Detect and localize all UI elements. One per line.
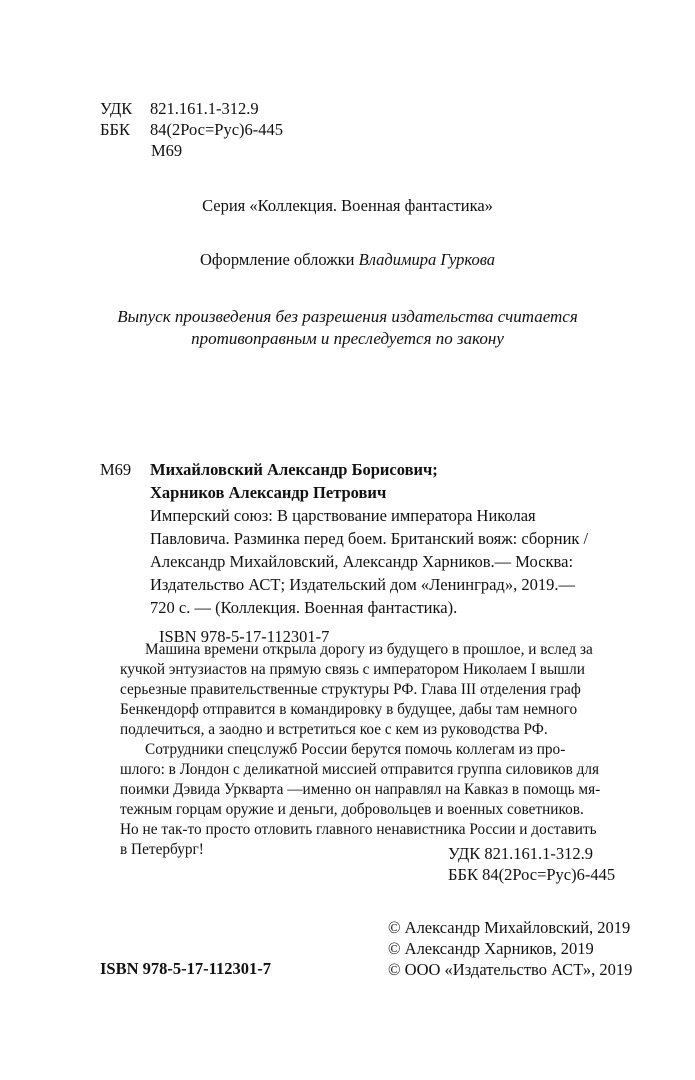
bbk-line — [100, 119, 283, 140]
description-line: Издательство АСТ; Издательский дом «Ленинград», 2019.— — [150, 575, 575, 594]
bottom-classification-codes — [448, 843, 615, 885]
copyright-line: © Александр Михайловский, 2019 — [388, 918, 631, 937]
annotation-line: Бенкендорф отправится в командировку в будущее, дабы там немного — [120, 701, 578, 718]
cover-design-line — [0, 250, 695, 270]
warning-line: противоправным и преследуется по закону — [191, 329, 504, 348]
cover-designer-name: Владимира Гуркова — [358, 250, 496, 269]
bbk-value: 84(2Рос=Рус)6-445 — [150, 120, 284, 139]
annotation-line: кучкой энтузиастов на прямую связь с императором Николаем I вышли — [120, 661, 585, 678]
udk-value: 821.161.1-312.9 — [150, 99, 259, 118]
author-mark: М69 — [151, 141, 183, 160]
description-line: Павловича. Разминка перед боем. Британский вояж: сборник / — [150, 529, 589, 548]
catalog-record — [100, 458, 622, 648]
description-line: Александр Михайловский, Александр Харников.— Москва: — [150, 552, 574, 571]
annotation-line: в Петербург! — [120, 841, 204, 858]
copyright-warning — [0, 306, 695, 350]
annotation-line: Сотрудники спецслужб России берутся помочь коллегам из про- — [145, 741, 566, 758]
cover-design-prefix: Оформление обложки — [199, 250, 355, 269]
bbk-label: ББК — [100, 120, 130, 139]
catalog-authors-line — [100, 458, 622, 481]
catalog-description — [100, 504, 622, 619]
isbn-bottom: ISBN 978-5-17-112301-7 — [100, 959, 271, 978]
catalog-author-1: Михайловский Александр Борисович; — [150, 460, 438, 479]
description-line: Имперский союз: В царствование императора Николая — [150, 506, 536, 525]
annotation-line: подлечиться, а заодно и встретиться кое с кем из руководства РФ. — [120, 721, 548, 738]
bottom-bbk: ББК 84(2Рос=Рус)6-445 — [448, 865, 616, 884]
annotation-line: Машина времени открыла дорогу из будущего в прошлое, и вслед за — [145, 641, 593, 658]
copyright-notices — [388, 917, 632, 980]
udk-line — [100, 98, 283, 119]
catalog-isbn: ISBN 978-5-17-112301-7 — [159, 627, 330, 646]
annotation — [120, 640, 622, 860]
annotation-line: серьезные правительственные структуры РФ. Глава III отделения граф — [120, 681, 581, 698]
copyright-line: © ООО «Издательство АСТ», 2019 — [388, 960, 633, 979]
annotation-line: шлого: в Лондон с деликатной миссией отправится группа силовиков для — [120, 761, 600, 778]
copyright-line: © Александр Харников, 2019 — [388, 939, 594, 958]
annotation-line: поимки Дэвида Уркварта —именно он направлял на Кавказ в помощь мя- — [120, 781, 601, 798]
annotation-line: тежным горцам оружие и деньги, добровольцев и военных советников. — [120, 801, 584, 818]
annotation-line: Но не так-то просто отловить главного ненавистника России и доставить — [120, 821, 597, 838]
udk-label: УДК — [100, 99, 133, 118]
bottom-udk: УДК 821.161.1-312.9 — [448, 844, 594, 863]
catalog-author-2: Харников Александр Петрович — [150, 483, 387, 502]
warning-line: Выпуск произведения без разрешения издательства считается — [117, 307, 578, 326]
catalog-mark: М69 — [100, 460, 132, 479]
description-line: 720 с. — (Коллекция. Военная фантастика). — [150, 598, 458, 617]
series-line: Серия «Коллекция. Военная фантастика» — [202, 196, 493, 215]
classification-codes — [100, 98, 283, 161]
